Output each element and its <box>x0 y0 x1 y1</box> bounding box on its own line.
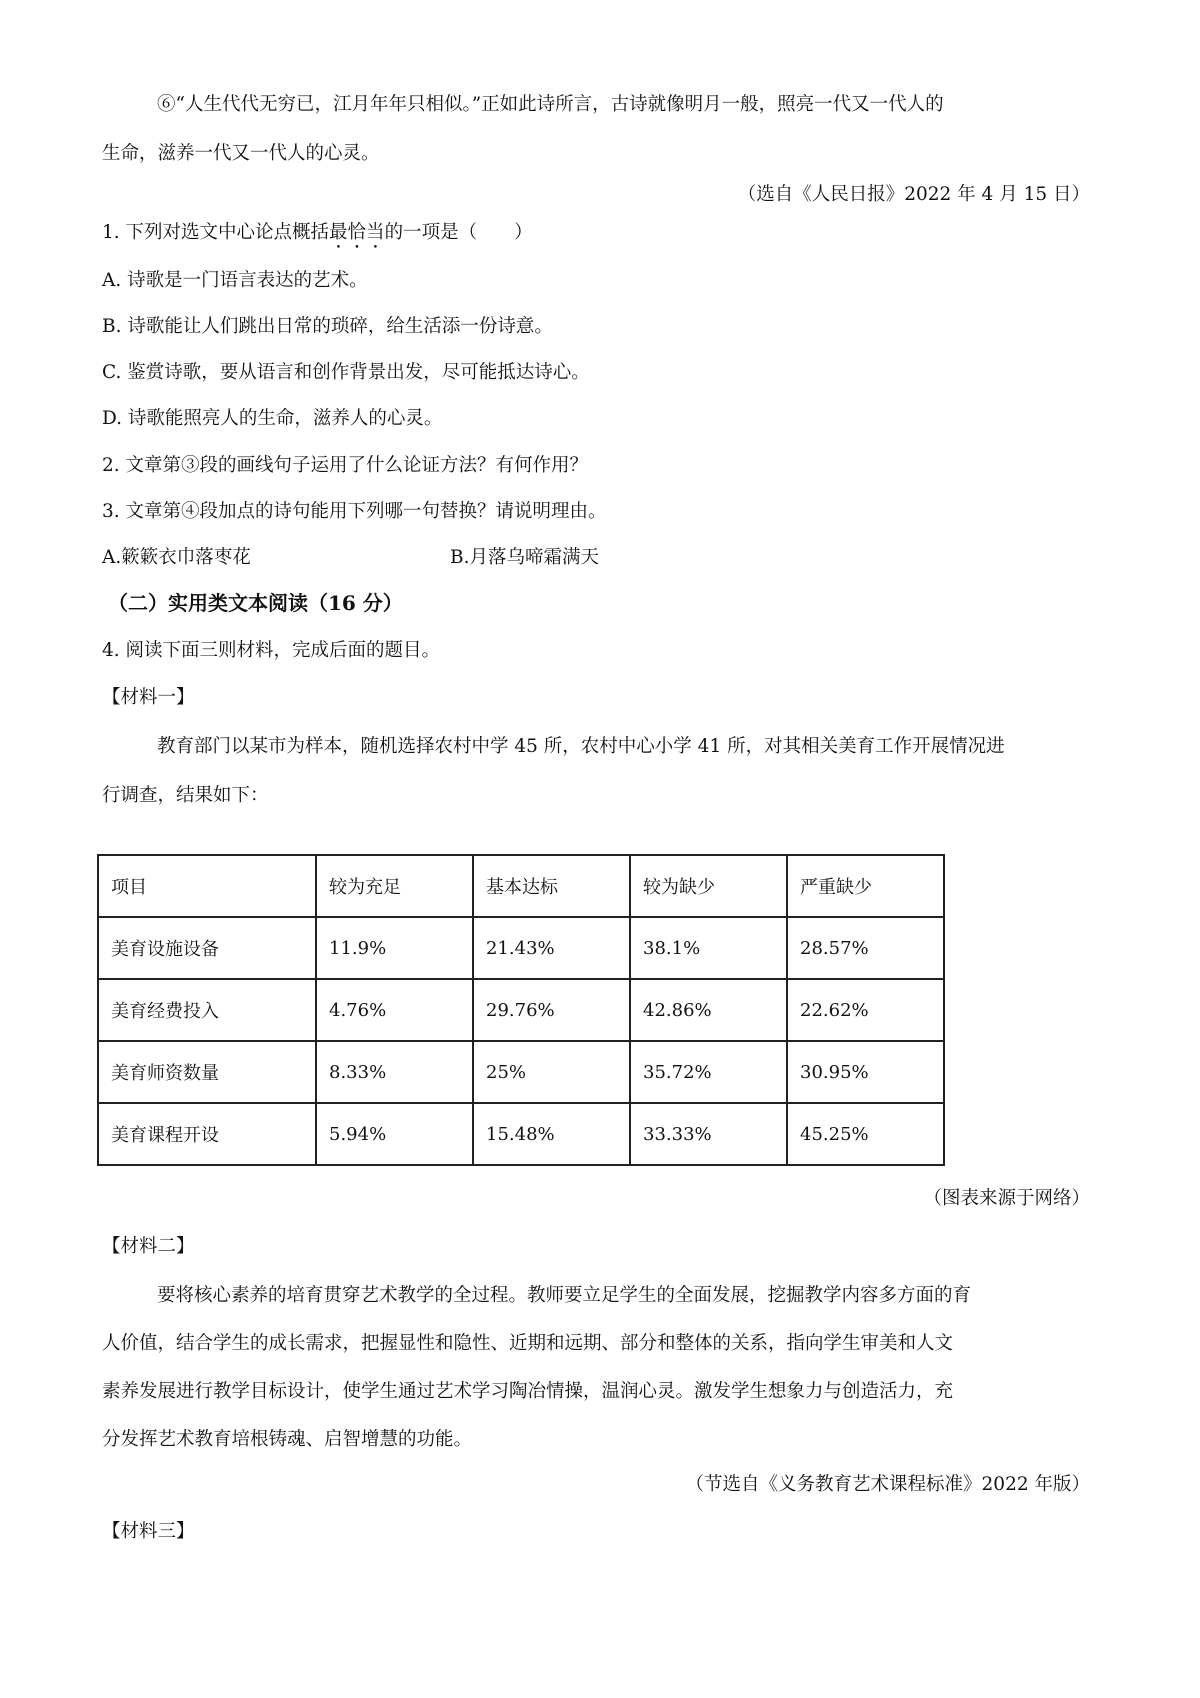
table-cell: 33.33% <box>630 1103 787 1165</box>
material-1-intro-line2: 行调查，结果如下： <box>102 785 269 806</box>
table-cell: 美育经费投入 <box>98 979 316 1041</box>
table-cell: 38.1% <box>630 917 787 979</box>
material-2-label: 【材料二】 <box>102 1236 195 1257</box>
table-row <box>98 979 944 1041</box>
question-1-option-c: C. 鉴赏诗歌，要从语言和创作背景出发，尽可能抵达诗心。 <box>102 362 590 383</box>
table-cell: 22.62% <box>787 979 944 1041</box>
table-cell: 美育课程开设 <box>98 1103 316 1165</box>
table-header-row <box>98 855 944 917</box>
table-header-cell: 项目 <box>98 855 316 917</box>
table-cell: 美育设施设备 <box>98 917 316 979</box>
table-cell: 29.76% <box>473 979 630 1041</box>
survey-table <box>97 854 945 1166</box>
question-3-option-b: B.月落乌啼霜满天 <box>450 547 599 568</box>
table-header-cell: 严重缺少 <box>787 855 944 917</box>
question-1-option-d: D. 诗歌能照亮人的生命，滋养人的心灵。 <box>102 408 443 429</box>
poem-paragraph-line1: ⑥“人生代代无穷已，江月年年只相似。”正如此诗所言，古诗就像明月一般，照亮一代又一代人的 <box>157 94 944 115</box>
table-cell: 5.94% <box>316 1103 473 1165</box>
material-1-source: （图表来源于网络） <box>923 1188 1090 1209</box>
question-4: 4. 阅读下面三则材料，完成后面的题目。 <box>102 640 441 661</box>
table-cell: 15.48% <box>473 1103 630 1165</box>
material-2-line3: 素养发展进行教学目标设计，使学生通过艺术学习陶冶情操，温润心灵。激发学生想象力与创造活力，充 <box>102 1381 954 1402</box>
poem-paragraph-line2: 生命，滋养一代又一代人的心灵。 <box>102 143 380 164</box>
table-cell: 30.95% <box>787 1041 944 1103</box>
table-cell: 42.86% <box>630 979 787 1041</box>
table-row <box>98 917 944 979</box>
table-header-cell: 较为充足 <box>316 855 473 917</box>
table-cell: 4.76% <box>316 979 473 1041</box>
question-3-option-a: A.簌簌衣巾落枣花 <box>102 547 251 568</box>
question-2: 2. 文章第③段的画线句子运用了什么论证方法？有何作用？ <box>102 455 589 476</box>
material-2-line4: 分发挥艺术教育培根铸魂、启智增慧的功能。 <box>102 1429 473 1450</box>
question-1-option-b: B. 诗歌能让人们跳出日常的琐碎，给生活添一份诗意。 <box>102 316 553 337</box>
question-1-option-a: A. 诗歌是一门语言表达的艺术。 <box>102 270 368 291</box>
question-1-suffix: 的一项是（ ） <box>384 222 533 243</box>
section-2-heading: （二）实用类文本阅读（16 分） <box>108 591 403 615</box>
table-row <box>98 1103 944 1165</box>
material-2-line2: 人价值，结合学生的成长需求，把握显性和隐性、近期和远期、部分和整体的关系，指向学生审美和人文 <box>102 1333 954 1354</box>
table-cell: 8.33% <box>316 1041 473 1103</box>
table-cell: 21.43% <box>473 917 630 979</box>
table-cell: 28.57% <box>787 917 944 979</box>
table-cell: 25% <box>473 1041 630 1103</box>
material-2-source: （节选自《义务教育艺术课程标准》2022 年版） <box>685 1474 1090 1495</box>
poem-source: （选自《人民日报》2022 年 4 月 15 日） <box>737 184 1090 205</box>
table-cell: 11.9% <box>316 917 473 979</box>
table-row <box>98 1041 944 1103</box>
table-header-cell: 较为缺少 <box>630 855 787 917</box>
question-1-prefix: 1. 下列对选文中心论点概括 <box>102 222 330 243</box>
question-1-emphasis: 最恰当 <box>329 222 385 243</box>
material-2-line1: 要将核心素养的培育贯穿艺术教学的全过程。教师要立足学生的全面发展，挖掘教学内容多方面的育 <box>157 1285 972 1306</box>
table-cell: 45.25% <box>787 1103 944 1165</box>
table-cell: 35.72% <box>630 1041 787 1103</box>
table-cell: 美育师资数量 <box>98 1041 316 1103</box>
material-3-label: 【材料三】 <box>102 1521 195 1542</box>
material-1-intro-line1: 教育部门以某市为样本，随机选择农村中学 45 所，农村中心小学 41 所，对其相关美育工作开展情况进 <box>157 736 1005 757</box>
question-3: 3. 文章第④段加点的诗句能用下列哪一句替换？请说明理由。 <box>102 501 607 522</box>
material-1-label: 【材料一】 <box>102 687 195 708</box>
question-1 <box>102 220 533 253</box>
table-header-cell: 基本达标 <box>473 855 630 917</box>
